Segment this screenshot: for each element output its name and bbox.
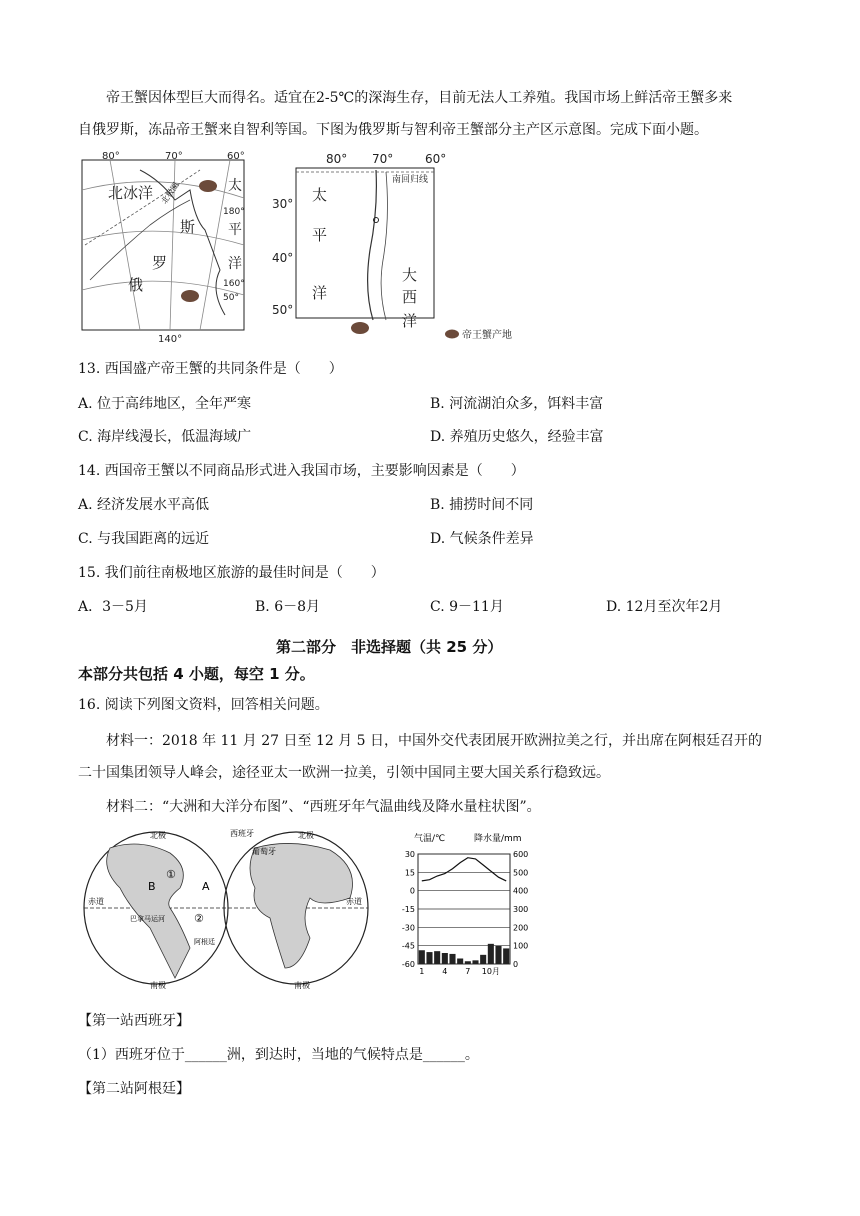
q15-option-b[interactable]: B. 6－8月 <box>255 599 321 615</box>
pacific-label-2: 平 <box>228 222 242 238</box>
q14-option-c[interactable]: C. 与我国距离的远近 <box>78 531 210 547</box>
material1-line2: 二十国集团领导人峰会，途径亚太一欧洲一拉美，引领中国同主要大国关系行稳致远。 <box>78 765 610 781</box>
precipitation-bar <box>457 959 463 965</box>
precipitation-bar <box>465 961 471 964</box>
ocean-b-label: B <box>148 880 156 893</box>
q15-option-c[interactable]: C. 9－11月 <box>430 599 504 615</box>
precipitation-bar <box>419 950 425 964</box>
x-tick-label: 1 <box>419 967 425 976</box>
lon-label-60: 60° <box>227 151 245 162</box>
chile-crab-map <box>268 150 518 350</box>
chile-lat-30: 30° <box>272 197 294 211</box>
q13-option-a[interactable]: A. 位于高纬地区，全年严寒 <box>78 396 252 412</box>
russia-crab-map <box>80 150 246 345</box>
station-2-heading: 【第二站阿根廷】 <box>78 1081 190 1097</box>
chile-lon-70: 70° <box>372 152 394 166</box>
y1-tick-label: -15 <box>401 905 415 914</box>
y2-tick-label: 500 <box>513 868 529 878</box>
y2-tick-label: 200 <box>513 923 529 933</box>
lon-label-80: 80° <box>102 151 120 162</box>
precipitation-bar <box>488 944 494 964</box>
spain-climate-chart <box>392 832 552 978</box>
arctic-circle-label: 北极圈 <box>159 180 181 206</box>
atlantic-2: 西 <box>402 288 418 306</box>
lat-label-50: 50° <box>223 293 239 303</box>
q13-option-b[interactable]: B. 河流湖泊众多，饵料丰富 <box>430 396 604 412</box>
equator-label-right: 赤道 <box>346 897 362 906</box>
atlantic-3: 洋 <box>402 312 418 330</box>
q14-option-a[interactable]: A. 经济发展水平高低 <box>78 497 210 513</box>
precipitation-bar <box>426 952 432 964</box>
chile-pacific-1: 太 <box>312 186 328 204</box>
intro-line-1: 帝王蟹因体型巨大而得名。适宜在2-5℃的深海生存，目前无法人工养殖。我国市场上鲜活帝王蟹多来 <box>106 90 733 106</box>
x-tick-label: 10月 <box>481 967 500 976</box>
precipitation-bar <box>495 946 501 964</box>
marker-1: ① <box>166 868 176 881</box>
part2-note: 本部分共包括 4 小题，每空 1 分。 <box>78 665 315 683</box>
q15-option-a[interactable]: A．3－5月 <box>78 599 148 615</box>
chile-pacific-3: 洋 <box>312 284 328 302</box>
tropic-capricorn-label: 南回归线 <box>392 175 429 185</box>
y2-tick-label: 0 <box>513 960 519 969</box>
precipitation-bar <box>442 953 448 964</box>
arctic-ocean-label: 北冰洋 <box>108 184 154 202</box>
crab-icon <box>199 180 217 192</box>
atlantic-1: 大 <box>402 266 418 284</box>
lon-label-160: 160° <box>223 279 245 289</box>
ocean-a-label: A <box>202 880 210 893</box>
chile-lat-50: 50° <box>272 303 294 317</box>
part2-title: 第二部分 非选择题（共 25 分） <box>276 638 503 656</box>
station-1-heading: 【第一站西班牙】 <box>78 1013 190 1029</box>
x-tick-label: 4 <box>442 967 448 976</box>
precipitation-bar <box>449 954 455 964</box>
temperature-curve <box>422 858 506 881</box>
y1-tick-label: 15 <box>404 868 415 878</box>
south-pole-label-left: 南极 <box>150 981 166 990</box>
x-tick-label: 7 <box>465 967 471 976</box>
intro-line-2: 自俄罗斯，冻品帝王蟹来自智利等国。下图为俄罗斯与智利帝王蟹部分主产区示意图。完成下面小题。 <box>78 122 708 138</box>
chile-lon-80: 80° <box>326 152 348 166</box>
y2-tick-label: 400 <box>513 886 529 896</box>
y1-axis-label: 气温/℃ <box>414 834 446 844</box>
precipitation-bar <box>434 951 440 964</box>
material2: 材料二：“大洲和大洋分布图”、“西班牙年气温曲线及降水量柱状图”。 <box>106 799 541 815</box>
question-13-stem: 13. 西国盛产帝王蟹的共同条件是（ ） <box>78 361 343 377</box>
pacific-label-1: 太 <box>228 178 242 194</box>
russia-label-3: 俄 <box>128 276 144 294</box>
legend-label: 帝王蟹产地 <box>462 330 512 341</box>
lon-label-180: 180° <box>223 207 245 217</box>
portugal-label: 葡萄牙 <box>252 847 276 856</box>
world-continents-map <box>80 828 370 993</box>
precipitation-bar <box>503 948 509 964</box>
q14-option-d[interactable]: D. 气候条件差异 <box>430 531 534 547</box>
material1-line1: 材料一：2018 年 11 月 27 日至 12 月 5 日，中国外交代表团展开欧洲拉美之行，并出席在阿根廷召开的 <box>106 733 763 749</box>
panama-canal-label: 巴拿马运河 <box>130 915 165 923</box>
question-16-stem: 16. 阅读下列图文资料，回答相关问题。 <box>78 697 329 713</box>
precipitation-bar <box>472 960 478 964</box>
q13-option-d[interactable]: D. 养殖历史悠久，经验丰富 <box>430 429 604 445</box>
y1-tick-label: -45 <box>401 941 415 951</box>
equator-label-left: 赤道 <box>88 897 104 906</box>
argentina-label: 阿根廷 <box>194 938 215 946</box>
q14-option-b[interactable]: B. 捕捞时间不同 <box>430 497 534 513</box>
chile-lat-40: 40° <box>272 251 294 265</box>
y2-tick-label: 100 <box>513 941 529 951</box>
spain-label: 西班牙 <box>230 829 254 838</box>
question-15-stem: 15. 我们前往南极地区旅游的最佳时间是（ ） <box>78 565 385 581</box>
russia-label-2: 罗 <box>152 254 168 272</box>
crab-icon <box>181 290 199 302</box>
legend-crab-icon <box>445 330 459 339</box>
marker-2: ② <box>194 912 204 925</box>
lon-label-70: 70° <box>165 151 183 162</box>
lon-label-140: 140° <box>158 334 183 345</box>
precipitation-bar <box>480 955 486 964</box>
y1-tick-label: 0 <box>409 886 415 896</box>
y2-tick-label: 600 <box>513 850 529 859</box>
y1-tick-label: -30 <box>401 923 415 933</box>
north-pole-label-left: 北极 <box>150 831 166 840</box>
q15-option-d[interactable]: D. 12月至次年2月 <box>606 599 723 615</box>
y1-tick-label: -60 <box>401 960 415 969</box>
y2-axis-label: 降水量/mm <box>474 834 522 844</box>
q13-option-c[interactable]: C. 海岸线漫长，低温海域广 <box>78 429 252 445</box>
crab-icon <box>351 322 369 334</box>
chile-pacific-2: 平 <box>312 226 328 244</box>
y1-tick-label: 30 <box>404 850 415 859</box>
pacific-label-3: 洋 <box>228 256 242 272</box>
y2-tick-label: 300 <box>513 905 529 914</box>
north-pole-label-right: 北极 <box>298 831 314 840</box>
russia-label-1: 斯 <box>180 218 196 236</box>
question-1-text: （1）西班牙位于______洲，到达时，当地的气候特点是______。 <box>78 1047 479 1063</box>
question-14-stem: 14. 西国帝王蟹以不同商品形式进入我国市场，主要影响因素是（ ） <box>78 463 525 479</box>
chile-lon-60: 60° <box>425 152 447 166</box>
south-pole-label-right: 南极 <box>294 981 310 990</box>
